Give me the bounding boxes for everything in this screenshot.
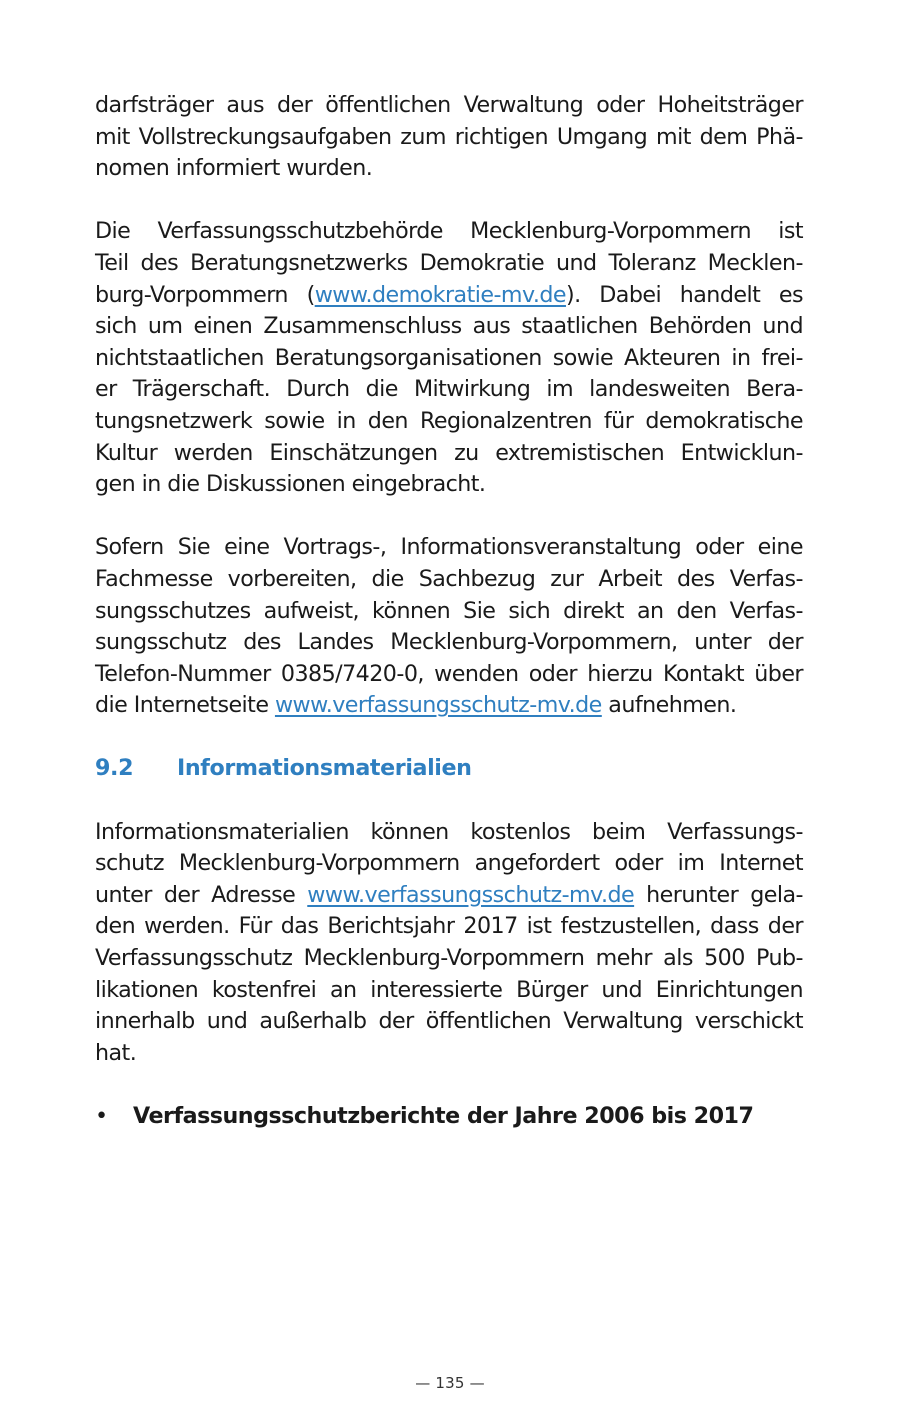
- paragraph-1-line-1: darfsträger aus der öffentlichen Verwaltung oder Hoheitsträger: [95, 92, 803, 118]
- section-number: 9.2: [95, 755, 134, 782]
- paragraph-2-line-9: gen in die Diskussionen eingebracht.: [95, 471, 486, 498]
- paragraph-3-line-6: [95, 690, 803, 722]
- paragraph-3-line-4: sungsschutz des Landes Mecklenburg-Vorpommern, unter der: [95, 629, 803, 656]
- paragraph-4-line-5: Verfassungsschutz Mecklenburg-Vorpommern mehr als 500 Pub-: [95, 945, 803, 972]
- list-item: [95, 1101, 803, 1133]
- paragraph-2-line-7: tungsnetzwerk sowie in den Regionalzentren für demokratische: [95, 407, 803, 434]
- paragraph-2-line-3: [95, 280, 803, 312]
- paragraph-4-line-3-suffix: herunter gela-: [634, 881, 803, 908]
- paragraph-4-line-1: Informationsmaterialien können kostenlos beim Verfassungs-: [95, 818, 803, 845]
- paragraph-2-line-1: Die Verfassungsschutzbehörde Mecklenburg-Vorpommern ist: [95, 218, 803, 245]
- paragraph-2-line-2: Teil des Beratungsnetzwerks Demokratie und Toleranz Mecklen-: [95, 249, 803, 276]
- paragraph-4-line-8: hat.: [95, 1039, 137, 1066]
- paragraph-3: [95, 532, 803, 722]
- list-item-text: Verfassungsschutzberichte der Jahre 2006 bis 2017: [133, 1103, 754, 1129]
- paragraph-3-line-6-suffix: aufnehmen.: [601, 692, 737, 719]
- verfassungsschutz-mv-link[interactable]: www.verfassungsschutz-mv.de: [274, 692, 602, 719]
- page-number: — 135 —: [415, 1374, 485, 1392]
- paragraph-1-line-3: nomen informiert wurden.: [95, 155, 373, 182]
- paragraph-2-line-5: nichtstaatlichen Beratungsorganisationen sowie Akteuren in frei-: [95, 344, 803, 371]
- paragraph-4-line-7: innerhalb und außerhalb der öffentlichen Verwaltung verschickt: [95, 1008, 803, 1035]
- paragraph-2-line-6: er Trägerschaft. Durch die Mitwirkung im landesweiten Bera-: [95, 376, 803, 403]
- paragraph-2-line-4: sich um einen Zusammenschluss aus staatlichen Behörden und: [95, 313, 803, 340]
- bullet-list: [95, 1101, 803, 1133]
- paragraph-4-line-3: [95, 880, 803, 912]
- paragraph-3-line-3: sungsschutzes aufweist, können Sie sich direkt an den Verfas-: [95, 597, 803, 624]
- paragraph-1-line-2: mit Vollstreckungsaufgaben zum richtigen Umgang mit dem Phä-: [95, 123, 803, 150]
- paragraph-4-line-6: likationen kostenfrei an interessierte Bürger und Einrichtungen: [95, 976, 803, 1003]
- paragraph-3-line-6-prefix: die Internetseite: [95, 692, 275, 719]
- page-content: [95, 90, 803, 1133]
- paragraph-2-line-3-suffix: ). Dabei handelt es: [565, 281, 803, 308]
- section-heading: [95, 753, 803, 785]
- paragraph-4-line-3-prefix: unter der Adresse: [95, 881, 308, 908]
- paragraph-2-line-3-prefix: burg-Vorpommern (: [95, 281, 315, 308]
- paragraph-4-line-4: den werden. Für das Berichtsjahr 2017 ist festzustellen, dass der: [95, 913, 803, 940]
- paragraph-4-line-2: schutz Mecklenburg-Vorpommern angefordert oder im Internet: [95, 850, 803, 877]
- demokratie-mv-link[interactable]: www.demokratie-mv.de: [314, 281, 566, 308]
- paragraph-3-line-1: Sofern Sie eine Vortrags-, Informationsveranstaltung oder eine: [95, 534, 803, 561]
- paragraph-2: [95, 216, 803, 500]
- paragraph-4: [95, 817, 803, 1070]
- verfassungsschutz-mv-download-link[interactable]: www.verfassungsschutz-mv.de: [307, 881, 635, 908]
- paragraph-1: [95, 90, 803, 185]
- paragraph-3-line-5: Telefon-Nummer 0385/7420-0, wenden oder hierzu Kontakt über: [95, 660, 803, 687]
- paragraph-2-line-8: Kultur werden Einschätzungen zu extremistischen Entwicklun-: [95, 439, 803, 466]
- bullet-icon: •: [95, 1103, 109, 1129]
- paragraph-3-line-2: Fachmesse vorbereiten, die Sachbezug zur Arbeit des Verfas-: [95, 565, 803, 592]
- section-title: Informationsmaterialien: [177, 755, 472, 782]
